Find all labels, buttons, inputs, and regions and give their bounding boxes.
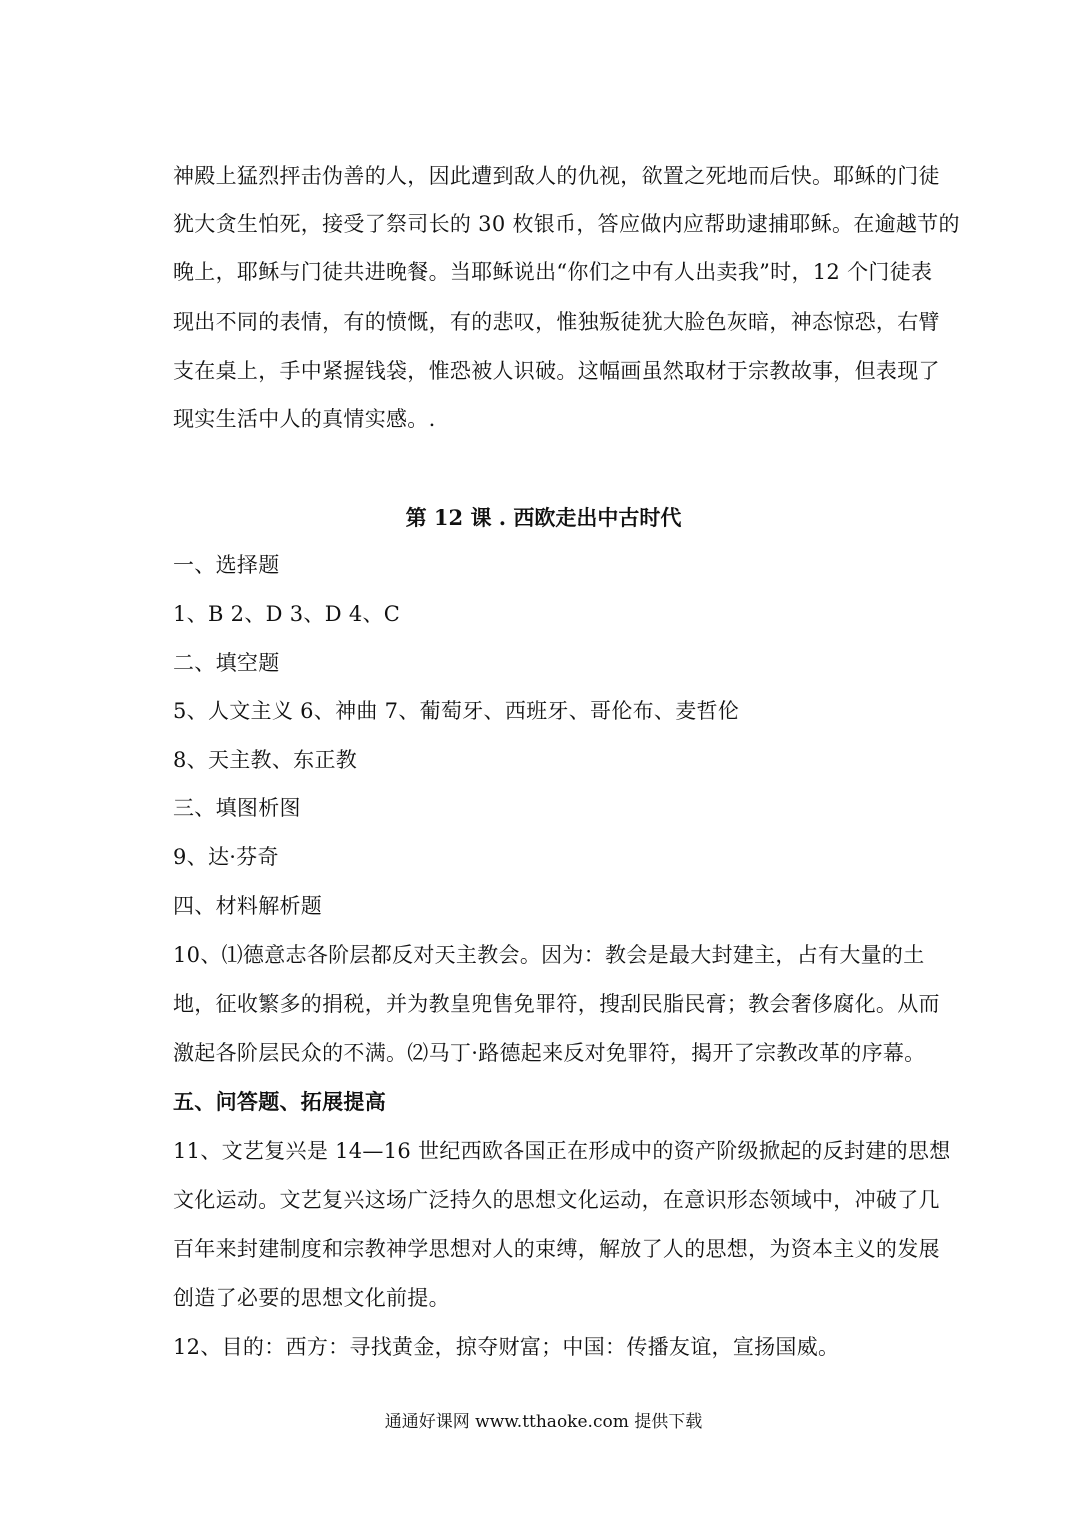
q11-line-1: 11、文艺复兴是 14—16 世纪西欧各国正在形成中的资产阶级掀起的反封建的思想 <box>173 1139 951 1163</box>
section-choice-title: 一、选择题 <box>173 553 280 577</box>
intro-line-4: 现出不同的表情，有的愤慨，有的悲叹，惟独叛徒犹大脸色灰暗，神态惊恐，右臂 <box>173 310 940 334</box>
q11-line-4: 创造了必要的思想文化前提。 <box>173 1286 450 1310</box>
intro-line-6: 现实生活中人的真情实感。. <box>173 407 436 431</box>
intro-line-3: 晚上，耶稣与门徒共进晚餐。当耶稣说出“你们之中有人出卖我”时，12 个门徒表 <box>173 260 933 284</box>
section-fill-title: 二、填空题 <box>173 651 280 675</box>
intro-line-2: 犹大贪生怕死，接受了祭司长的 30 枚银币，答应做内应帮助逮捕耶稣。在逾越节的 <box>173 212 960 236</box>
q12-line: 12、目的：西方：寻找黄金，掠夺财富；中国：传播友谊，宣扬国威。 <box>173 1335 840 1359</box>
page-footer: 通通好课网 www.tthaoke.com 提供下载 <box>384 1412 703 1432</box>
answers-map: 9、达·芬奇 <box>173 845 279 869</box>
section-material-title: 四、材料解析题 <box>173 894 323 918</box>
answers-fill-1: 5、人文主义 6、神曲 7、葡萄牙、西班牙、哥伦布、麦哲伦 <box>173 699 740 723</box>
q11-line-2: 文化运动。文艺复兴这场广泛持久的思想文化运动，在意识形态领域中，冲破了几 <box>173 1188 940 1212</box>
answers-fill-2: 8、天主教、东正教 <box>173 748 358 772</box>
q11-line-3: 百年来封建制度和宗教神学思想对人的束缚，解放了人的思想，为资本主义的发展 <box>173 1237 940 1261</box>
section-qa-title: 五、问答题、拓展提高 <box>173 1089 386 1114</box>
q10-line-1: 10、⑴德意志各阶层都反对天主教会。因为：教会是最大封建主，占有大量的土 <box>173 943 925 967</box>
q10-line-2: 地，征收繁多的捐税，并为教皇兜售免罪符，搜刮民脂民膏；教会奢侈腐化。从而 <box>173 992 940 1016</box>
intro-line-1: 神殿上猛烈抨击伪善的人，因此遭到敌人的仇视，欲置之死地而后快。耶稣的门徒 <box>173 164 940 188</box>
intro-line-5: 支在桌上，手中紧握钱袋，惟恐被人识破。这幅画虽然取材于宗教故事，但表现了 <box>173 359 940 383</box>
answers-choice: 1、B 2、D 3、D 4、C <box>173 602 401 626</box>
lesson-title: 第 12 课 . 西欧走出中古时代 <box>405 505 682 530</box>
q10-line-3: 激起各阶层民众的不满。⑵马丁·路德起来反对免罪符，揭开了宗教改革的序幕。 <box>173 1041 926 1065</box>
section-map-title: 三、填图析图 <box>173 796 301 820</box>
